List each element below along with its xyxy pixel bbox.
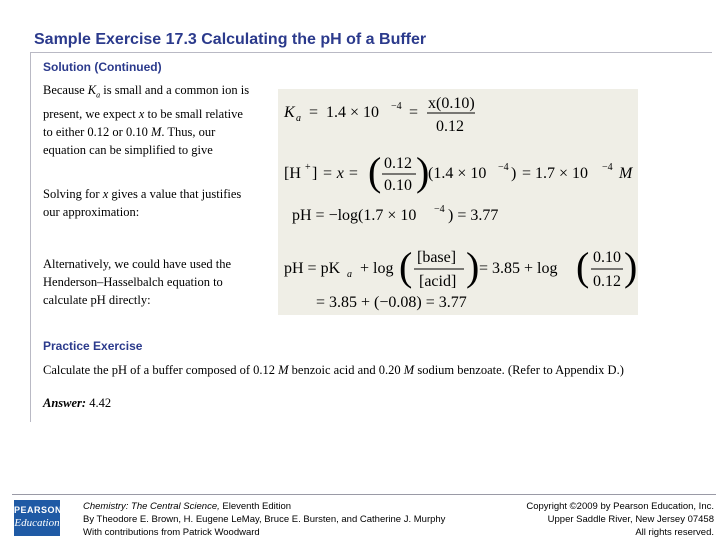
svg-text:pH = pK: pH = pK [284, 260, 341, 277]
footer-divider [12, 494, 716, 495]
practice-text-start: Calculate the pH of a buffer composed of 0.12 [43, 363, 275, 377]
solution-paragraph-3: Alternatively, we could have used the Henderson–Hasselbalch equation to calculate pH directly: [43, 257, 232, 307]
svg-text:): ) [511, 165, 517, 182]
exercise-title: Calculating the pH of a Buffer [201, 31, 427, 48]
equation-ka [283, 95, 475, 135]
svg-text:= 3.85 + log: = 3.85 + log [479, 260, 558, 277]
svg-text:0.10: 0.10 [384, 177, 412, 194]
text-justifies: gives a value that justifies our approximation: [43, 187, 242, 219]
rights-line: All rights reserved. [635, 527, 714, 538]
svg-text:): ) [466, 244, 480, 289]
text-because: Because [43, 83, 85, 97]
ka-subscript: a [96, 90, 101, 100]
practice-text-mid: benzoic acid and 0.20 [291, 363, 401, 377]
svg-text:K: K [284, 104, 295, 121]
equations-graphic [278, 89, 638, 315]
svg-text:0.12: 0.12 [384, 155, 412, 172]
answer-value: 4.42 [89, 396, 112, 410]
x-symbol: x [138, 106, 145, 121]
svg-text:[acid]: [acid] [419, 273, 457, 290]
practice-text-end: sodium benzoate. (Refer to Appendix D.) [417, 363, 624, 377]
book-authors: By Theodore E. Brown, H. Eugene LeMay, Bruce E. Bursten, and Catherine J. Murphy [83, 514, 446, 525]
svg-text:0.12: 0.12 [436, 118, 464, 135]
svg-text:−4: −4 [498, 162, 509, 173]
solution-paragraph-1 [43, 81, 253, 159]
equations-panel [278, 89, 638, 315]
footer-book-info [83, 500, 445, 539]
svg-text:M: M [619, 165, 633, 182]
molar-symbol-2: M [403, 363, 415, 377]
slide-title [34, 31, 426, 49]
practice-question [43, 362, 653, 379]
practice-answer [43, 396, 111, 411]
svg-text:x(0.10): x(0.10) [428, 95, 475, 112]
equation-h-plus [284, 149, 634, 194]
svg-text:0.12: 0.12 [593, 273, 621, 290]
svg-text:]: ] [312, 165, 318, 182]
svg-text:0.10: 0.10 [593, 249, 621, 266]
equation-result [316, 294, 467, 311]
svg-text:): ) [624, 244, 638, 289]
molar-symbol: M [150, 124, 162, 139]
text-mid1: is small and a common ion is present, we expect [43, 83, 250, 121]
book-contributions: With contributions from Patrick Woodward [83, 527, 260, 538]
ka-symbol: K [87, 83, 97, 97]
footer-title-line [83, 500, 445, 513]
molar-symbol-1: M [278, 363, 289, 377]
book-title: Chemistry: The Central Science, [83, 501, 220, 512]
svg-text:[base]: [base] [417, 249, 457, 266]
exercise-label: Sample Exercise 17.3 [34, 31, 197, 48]
logo-bottom-text: Education [14, 517, 60, 529]
pearson-logo [14, 500, 63, 536]
practice-heading: Practice Exercise [43, 339, 143, 353]
svg-text:(1.4 × 10: (1.4 × 10 [428, 165, 487, 182]
left-divider [30, 52, 31, 422]
svg-text:+: + [305, 162, 311, 173]
equation-henderson-hasselbalch [284, 244, 637, 290]
svg-text:= 3.85 + (−0.08) = 3.77: = 3.85 + (−0.08) = 3.77 [316, 294, 467, 311]
svg-text:= x =: = x = [322, 165, 359, 182]
svg-text:): ) [416, 149, 430, 194]
svg-text:= 1.7 × 10: = 1.7 × 10 [522, 165, 589, 182]
text-end: . Thus, our equation can be simplified to give [43, 124, 216, 157]
solution-heading: Solution (Continued) [43, 60, 162, 74]
svg-text:(: ( [399, 244, 413, 289]
book-edition: Eleventh Edition [222, 501, 292, 512]
svg-text:=: = [309, 104, 319, 121]
logo-top-text: PEARSON [14, 505, 63, 515]
text-mid2: to be small relative to either 0.12 or 0.10 [43, 106, 243, 139]
svg-text:−4: −4 [434, 204, 445, 215]
x-symbol-2: x [102, 187, 109, 201]
svg-text:[H: [H [284, 165, 301, 182]
copyright-line: Copyright ©2009 by Pearson Education, Inc. [526, 501, 714, 512]
equation-ph-log [292, 204, 498, 224]
answer-label: Answer: [43, 396, 87, 410]
text-solving: Solving for [43, 187, 100, 201]
svg-text:) = 3.77: ) = 3.77 [448, 207, 499, 224]
svg-text:−4: −4 [602, 162, 613, 173]
svg-text:−4: −4 [391, 101, 402, 112]
svg-text:a: a [347, 269, 352, 280]
svg-text:=: = [409, 104, 419, 121]
address-line: Upper Saddle River, New Jersey 07458 [547, 514, 714, 525]
svg-text:+ log: + log [360, 260, 394, 277]
svg-text:pH = −log(1.7 × 10: pH = −log(1.7 × 10 [292, 207, 417, 224]
svg-text:1.4 × 10: 1.4 × 10 [326, 104, 380, 121]
svg-text:(: ( [368, 149, 382, 194]
solution-paragraph-2 [43, 185, 253, 221]
svg-text:a: a [296, 113, 301, 124]
title-divider [30, 52, 712, 53]
footer-copyright [526, 500, 714, 539]
svg-text:(: ( [576, 244, 590, 289]
